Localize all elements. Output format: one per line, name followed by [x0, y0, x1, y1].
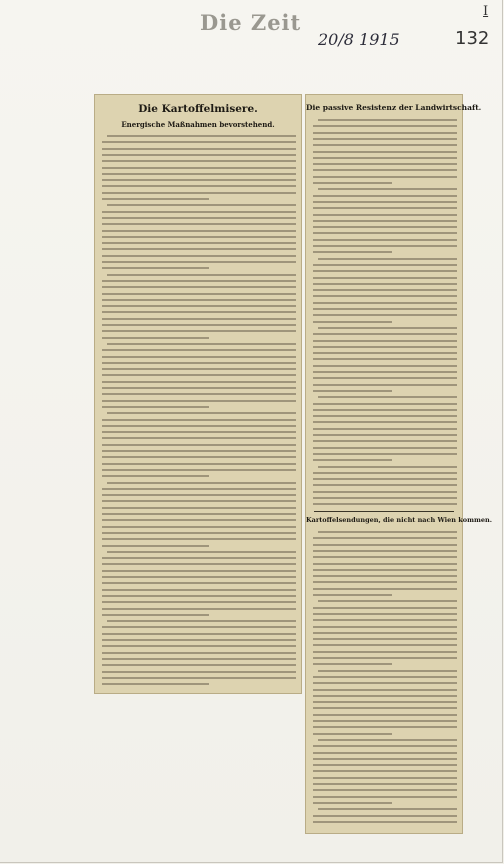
- body-text-line: [313, 563, 457, 565]
- body-text-line: [102, 595, 296, 597]
- body-text-line: [102, 261, 296, 263]
- body-text-line: [102, 589, 296, 591]
- handwritten-date: 20/8 1915: [318, 30, 400, 49]
- body-text-line: [102, 664, 296, 666]
- body-text-line: [313, 176, 457, 178]
- body-text-line: [102, 658, 296, 660]
- body-text-line: [102, 311, 296, 313]
- body-text-line: [102, 349, 296, 351]
- body-text-line: [102, 299, 296, 301]
- body-text-line: [102, 513, 296, 515]
- body-text-line: [313, 201, 457, 203]
- body-text-line: [107, 274, 296, 276]
- body-text-line: [313, 270, 457, 272]
- body-text-line: [102, 248, 296, 250]
- body-text-line: [313, 403, 457, 405]
- body-text-line: [313, 478, 457, 480]
- body-text-line: [313, 644, 457, 646]
- body-text-line: [102, 406, 209, 408]
- body-text-line: [313, 556, 457, 558]
- body-text-line: [313, 733, 392, 735]
- body-text-line: [102, 267, 209, 269]
- body-text-line: [313, 802, 392, 804]
- body-text-line: [102, 387, 296, 389]
- body-text-line: [102, 318, 296, 320]
- body-text-line: [318, 258, 457, 260]
- body-text-line: [313, 239, 457, 241]
- body-text-line: [313, 581, 457, 583]
- body-text-line: [313, 783, 457, 785]
- body-text-line: [102, 488, 296, 490]
- section-rule: [314, 511, 454, 512]
- body-text-line: [102, 601, 296, 603]
- body-text-line: [102, 450, 296, 452]
- body-text-line: [107, 620, 296, 622]
- body-text-line: [313, 588, 457, 590]
- body-text-line: [102, 614, 209, 616]
- body-text-line: [102, 532, 296, 534]
- body-text-line: [313, 371, 457, 373]
- body-text-line: [102, 286, 296, 288]
- body-text-line: [313, 151, 457, 153]
- body-text-line: [102, 324, 296, 326]
- body-text-line: [313, 676, 457, 678]
- body-text-line: [313, 707, 457, 709]
- body-text-line: [313, 434, 457, 436]
- body-text-line: [107, 204, 296, 206]
- body-text-line: [313, 295, 457, 297]
- body-text-line: [313, 169, 457, 171]
- body-text-line: [313, 701, 457, 703]
- body-text-line: [313, 232, 457, 234]
- body-text-line: [313, 789, 457, 791]
- body-text-line: [313, 491, 457, 493]
- body-text-line: [102, 362, 296, 364]
- body-text-line: [102, 425, 296, 427]
- body-text-line: [107, 551, 296, 553]
- body-text-line: [313, 695, 457, 697]
- body-text-line: [102, 381, 296, 383]
- body-text-line: [107, 135, 296, 137]
- body-text-line: [313, 440, 457, 442]
- body-text-line: [102, 437, 296, 439]
- body-text-line: [313, 132, 457, 134]
- body-text-line: [318, 739, 457, 741]
- body-text-line: [318, 188, 457, 190]
- body-text-line: [102, 652, 296, 654]
- body-text-line: [313, 182, 392, 184]
- body-text-line: [102, 576, 296, 578]
- body-text-line: [102, 419, 296, 421]
- body-text-line: [102, 582, 296, 584]
- body-text-line: [313, 682, 457, 684]
- body-text-line: [102, 677, 296, 679]
- body-text-line: [313, 251, 392, 253]
- body-text-line: [102, 475, 209, 477]
- body-text-line: [102, 330, 296, 332]
- body-text-line: [313, 619, 457, 621]
- newspaper-masthead: Die Zeit: [200, 10, 302, 35]
- right-article-title: Die passive Resistenz der Landwirtschaft.: [306, 103, 482, 112]
- body-text-line: [102, 538, 296, 540]
- body-text-line: [313, 333, 457, 335]
- body-text-line: [102, 626, 296, 628]
- body-text-line: [102, 431, 296, 433]
- body-text-line: [313, 214, 457, 216]
- archive-mark: I: [483, 4, 489, 19]
- body-text-line: [313, 289, 457, 291]
- body-text-line: [313, 277, 457, 279]
- body-text-line: [107, 482, 296, 484]
- body-text-line: [313, 607, 457, 609]
- body-text-line: [313, 484, 457, 486]
- body-text-line: [313, 764, 457, 766]
- body-text-line: [313, 796, 457, 798]
- right-section-subhead: Kartoffelsendungen, die nicht nach Wien kommen.: [306, 516, 492, 524]
- body-text-line: [318, 808, 457, 810]
- body-text-line: [102, 639, 296, 641]
- body-text-line: [102, 230, 296, 232]
- body-text-line: [313, 283, 457, 285]
- body-text-line: [313, 714, 457, 716]
- body-text-line: [102, 683, 209, 685]
- body-text-line: [313, 138, 457, 140]
- body-text-line: [102, 242, 296, 244]
- body-text-line: [102, 217, 296, 219]
- right-newspaper-clipping: [305, 94, 492, 834]
- body-text-line: [313, 638, 457, 640]
- body-text-line: [313, 821, 457, 823]
- body-text-line: [102, 393, 296, 395]
- body-text-line: [102, 179, 296, 181]
- body-text-line: [102, 633, 296, 635]
- body-text-line: [313, 220, 457, 222]
- body-text-line: [313, 321, 392, 323]
- body-text-line: [313, 752, 457, 754]
- body-text-line: [102, 545, 209, 547]
- body-text-line: [102, 223, 296, 225]
- body-text-line: [313, 421, 457, 423]
- body-text-line: [313, 815, 457, 817]
- body-text-line: [313, 594, 392, 596]
- body-text-line: [313, 346, 457, 348]
- body-text-line: [313, 544, 457, 546]
- body-text-line: [318, 531, 457, 533]
- left-newspaper-clipping: [94, 94, 302, 694]
- body-text-line: [313, 302, 457, 304]
- body-text-line: [102, 526, 296, 528]
- body-text-line: [313, 453, 457, 455]
- body-text-line: [102, 608, 296, 610]
- body-text-line: [313, 157, 457, 159]
- body-text-line: [313, 340, 457, 342]
- body-text-line: [313, 125, 457, 127]
- body-text-line: [313, 497, 457, 499]
- body-text-line: [313, 459, 392, 461]
- body-text-line: [102, 469, 296, 471]
- body-text-line: [102, 494, 296, 496]
- body-text-line: [313, 264, 457, 266]
- body-text-line: [102, 356, 296, 358]
- body-text-line: [313, 447, 457, 449]
- page-number: 132: [455, 28, 490, 49]
- body-text-line: [313, 632, 457, 634]
- body-text-line: [313, 226, 457, 228]
- body-text-line: [313, 358, 457, 360]
- body-text-line: [102, 671, 296, 673]
- body-text-line: [313, 550, 457, 552]
- body-text-line: [313, 163, 457, 165]
- body-text-line: [313, 409, 457, 411]
- body-text-line: [313, 575, 457, 577]
- body-text-line: [318, 600, 457, 602]
- left-article-subtitle: Energische Maßnahmen bevorstehend.: [121, 120, 275, 129]
- body-text-line: [102, 368, 296, 370]
- body-text-line: [313, 663, 392, 665]
- body-text-line: [313, 144, 457, 146]
- body-text-line: [107, 412, 296, 414]
- body-text-line: [102, 456, 296, 458]
- body-text-line: [313, 428, 457, 430]
- body-text-line: [313, 384, 457, 386]
- body-text-line: [102, 280, 296, 282]
- body-text-line: [102, 570, 296, 572]
- body-text-line: [102, 374, 296, 376]
- body-text-line: [318, 466, 457, 468]
- body-text-line: [313, 758, 457, 760]
- body-text-line: [102, 160, 296, 162]
- body-text-line: [313, 651, 457, 653]
- body-text-line: [313, 195, 457, 197]
- body-text-line: [313, 720, 457, 722]
- body-text-line: [313, 245, 457, 247]
- body-text-line: [102, 563, 296, 565]
- body-text-line: [102, 444, 296, 446]
- body-text-line: [102, 507, 296, 509]
- body-text-line: [313, 777, 457, 779]
- body-text-line: [313, 537, 457, 539]
- body-text-line: [102, 211, 296, 213]
- left-article-title: Die Kartoffelmisere.: [138, 103, 258, 115]
- body-text-line: [102, 519, 296, 521]
- body-text-line: [318, 396, 457, 398]
- body-text-line: [313, 745, 457, 747]
- body-text-line: [313, 626, 457, 628]
- body-text-line: [313, 415, 457, 417]
- body-text-line: [313, 314, 457, 316]
- body-text-line: [102, 645, 296, 647]
- body-text-line: [313, 352, 457, 354]
- body-text-line: [102, 400, 296, 402]
- body-text-line: [313, 569, 457, 571]
- body-text-line: [102, 557, 296, 559]
- body-text-line: [313, 657, 457, 659]
- body-text-line: [102, 337, 209, 339]
- body-text-line: [102, 500, 296, 502]
- body-text-line: [102, 198, 209, 200]
- body-text-line: [107, 343, 296, 345]
- body-text-line: [318, 119, 457, 121]
- body-text-line: [102, 293, 296, 295]
- body-text-line: [313, 770, 457, 772]
- body-text-line: [102, 154, 296, 156]
- body-text-line: [102, 236, 296, 238]
- body-text-line: [313, 689, 457, 691]
- body-text-line: [313, 207, 457, 209]
- body-text-line: [313, 613, 457, 615]
- body-text-line: [102, 255, 296, 257]
- body-text-line: [318, 670, 457, 672]
- body-text-line: [313, 390, 392, 392]
- body-text-line: [102, 192, 296, 194]
- body-text-line: [102, 463, 296, 465]
- body-text-line: [313, 472, 457, 474]
- body-text-line: [313, 308, 457, 310]
- body-text-line: [313, 726, 457, 728]
- body-text-line: [313, 365, 457, 367]
- body-text-line: [102, 148, 296, 150]
- body-text-line: [102, 305, 296, 307]
- body-text-line: [313, 377, 457, 379]
- body-text-line: [313, 503, 457, 505]
- body-text-line: [102, 167, 296, 169]
- body-text-line: [102, 173, 296, 175]
- body-text-line: [102, 185, 296, 187]
- body-text-line: [318, 327, 457, 329]
- body-text-line: [102, 141, 296, 143]
